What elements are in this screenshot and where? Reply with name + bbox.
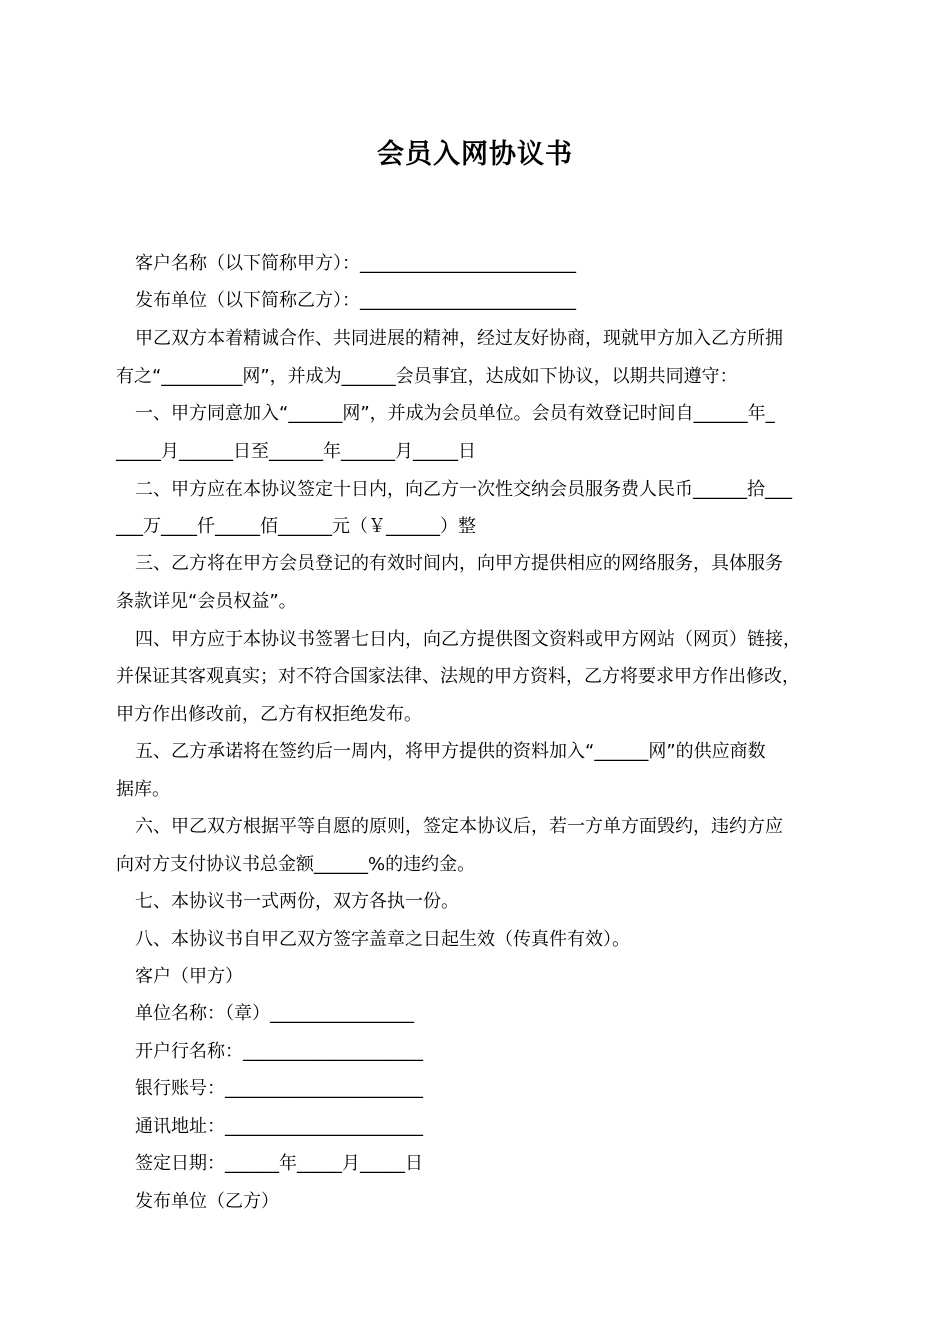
clause-4-line-2: 并保证其客观真实；对不符合国家法律、法规的甲方资料，乙方将要求甲方作出修改， <box>116 666 800 687</box>
sign-date-field: 签定日期：______年_____月_____日 <box>135 1153 423 1174</box>
clause-5-line-1: 五、乙方承诺将在签约后一周内，将甲方提供的资料加入“______网”的供应商数 <box>135 741 766 762</box>
clause-5-line-2: 据库。 <box>116 779 170 800</box>
clause-7-line: 七、本协议书一式两份，双方各执一份。 <box>135 891 459 912</box>
clause-1-line-2: _____月______日至______年______月_____日 <box>116 441 476 462</box>
publisher-name-line: 发布单位（以下简称乙方）：________________________ <box>135 290 576 311</box>
bank-account-field: 银行账号：______________________ <box>135 1078 423 1099</box>
client-name-line: 客户名称（以下简称甲方）：________________________ <box>135 253 576 274</box>
bank-name-field: 开户行名称：____________________ <box>135 1041 423 1062</box>
address-field: 通讯地址：______________________ <box>135 1116 423 1137</box>
clause-2-line-2: ___万____仟_____佰______元（￥______）整 <box>116 516 476 537</box>
clause-1-line-1: 一、甲方同意加入“______网”，并成为会员单位。会员有效登记时间自______年_ <box>135 403 775 424</box>
clause-6-line-1: 六、甲乙双方根据平等自愿的原则，签定本协议后，若一方单方面毁约，违约方应 <box>135 816 783 837</box>
publisher-party-heading: 发布单位（乙方） <box>135 1191 279 1212</box>
clause-8-line: 八、本协议书自甲乙双方签字盖章之日起生效（传真件有效）。 <box>135 929 630 950</box>
clause-4-line-3: 甲方作出修改前，乙方有权拒绝发布。 <box>116 704 422 725</box>
unit-name-field: 单位名称：（章）________________ <box>135 1003 414 1024</box>
clause-3-line-1: 三、乙方将在甲方会员登记的有效时间内，向甲方提供相应的网络服务，具体服务 <box>135 553 783 574</box>
clause-6-line-2: 向对方支付协议书总金额______%的违约金。 <box>116 854 476 875</box>
clause-3-line-2: 条款详见“会员权益”。 <box>116 591 297 612</box>
clause-2-line-1: 二、甲方应在本协议签定十日内，向乙方一次性交纳会员服务费人民币______拾___ <box>135 479 792 500</box>
clause-4-line-1: 四、甲方应于本协议书签署七日内，向乙方提供图文资料或甲方网站（网页）链接， <box>135 629 801 650</box>
document-title: 会员入网协议书 <box>377 139 573 170</box>
preamble-line-2: 有之“_________网”，并成为______会员事宜，达成如下协议，以期共同遵守： <box>116 366 738 387</box>
client-party-heading: 客户（甲方） <box>135 966 243 987</box>
preamble-line-1: 甲乙双方本着精诚合作、共同进展的精神，经过友好协商，现就甲方加入乙方所拥 <box>135 328 783 349</box>
